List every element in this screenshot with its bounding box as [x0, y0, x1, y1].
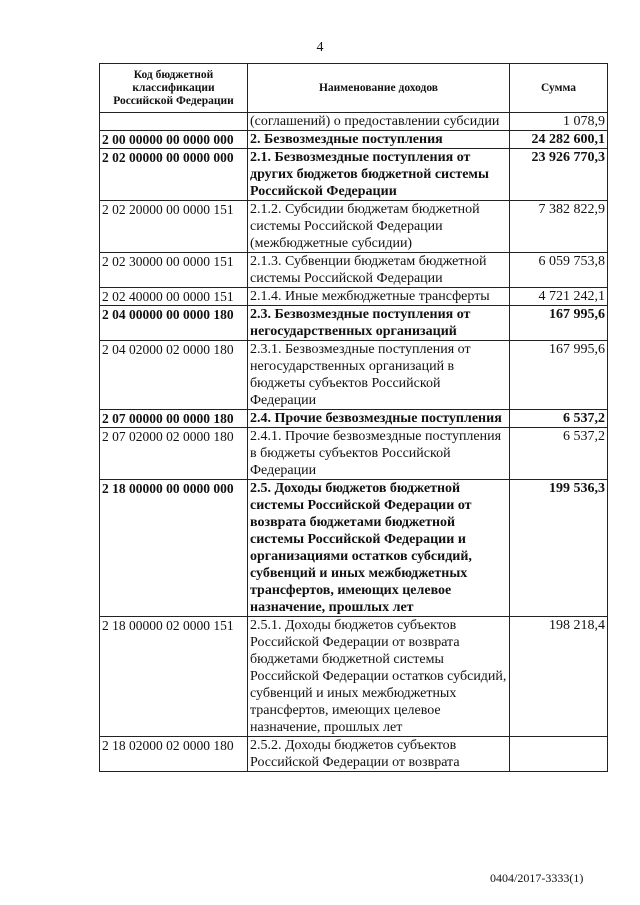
table-row — [100, 428, 608, 480]
row-name: 2.4.1. Прочие безвозмездные поступления в бюджеты субъектов Российской Федерации — [248, 428, 510, 480]
row-name: 2.5.2. Доходы бюджетов субъектов Российской Федерации от возврата — [248, 737, 510, 772]
table-row — [100, 737, 608, 772]
table-row — [100, 253, 608, 288]
row-code: 2 07 02000 02 0000 180 — [100, 428, 248, 480]
table-row — [100, 201, 608, 253]
row-name: 2.4. Прочие безвозмездные поступления — [248, 410, 510, 428]
row-name: 2.5.1. Доходы бюджетов субъектов Российской Федерации от возврата бюджетами бюджетной системы Российской Федерации остатков субсидий, субвенций и иных межбюджетных трансфертов, имеющих целевое назначение, прошлых лет — [248, 617, 510, 737]
row-sum: 167 995,6 — [510, 341, 608, 410]
table-row — [100, 131, 608, 149]
revenue-table — [99, 63, 608, 772]
header-sum: Сумма — [510, 64, 608, 113]
row-code: 2 02 30000 00 0000 151 — [100, 253, 248, 288]
row-name: 2.1.4. Иные межбюджетные трансферты — [248, 288, 510, 306]
row-sum: 199 536,3 — [510, 480, 608, 617]
row-name: (соглашений) о предоставлении субсидии — [248, 113, 510, 131]
row-sum: 7 382 822,9 — [510, 201, 608, 253]
row-code: 2 00 00000 00 0000 000 — [100, 131, 248, 149]
row-code: 2 07 00000 00 0000 180 — [100, 410, 248, 428]
table-row — [100, 617, 608, 737]
row-sum: 6 537,2 — [510, 428, 608, 480]
row-sum: 6 537,2 — [510, 410, 608, 428]
header-code: Код бюджетной классификации Российской Федерации — [100, 64, 248, 113]
row-sum: 6 059 753,8 — [510, 253, 608, 288]
document-reference: 0404/2017-3333(1) — [490, 871, 584, 885]
row-name: 2.5. Доходы бюджетов бюджетной системы Российской Федерации от возврата бюджетами бюджетной системы Российской Федерации и организациями остатков субсидий, субвенций и иных межбюджетных трансфертов, имеющих целевое назначение, прошлых лет — [248, 480, 510, 617]
row-name: 2.1. Безвозмездные поступления от других бюджетов бюджетной системы Российской Федерации — [248, 149, 510, 201]
row-code — [100, 113, 248, 131]
row-sum: 167 995,6 — [510, 306, 608, 341]
table-header-row — [100, 64, 608, 113]
row-name: 2.1.3. Субвенции бюджетам бюджетной системы Российской Федерации — [248, 253, 510, 288]
table-row — [100, 306, 608, 341]
table-row — [100, 410, 608, 428]
table-row — [100, 149, 608, 201]
table-row — [100, 341, 608, 410]
table-row — [100, 288, 608, 306]
row-code: 2 04 02000 02 0000 180 — [100, 341, 248, 410]
row-sum: 23 926 770,3 — [510, 149, 608, 201]
row-sum: 198 218,4 — [510, 617, 608, 737]
table-row — [100, 480, 608, 617]
row-code: 2 18 00000 02 0000 151 — [100, 617, 248, 737]
row-sum: 1 078,9 — [510, 113, 608, 131]
row-code: 2 18 02000 02 0000 180 — [100, 737, 248, 772]
row-sum — [510, 737, 608, 772]
row-name: 2.3. Безвозмездные поступления от негосударственных организаций — [248, 306, 510, 341]
row-code: 2 02 00000 00 0000 000 — [100, 149, 248, 201]
page-number: 4 — [316, 40, 324, 55]
row-code: 2 18 00000 00 0000 000 — [100, 480, 248, 617]
row-sum: 24 282 600,1 — [510, 131, 608, 149]
row-sum: 4 721 242,1 — [510, 288, 608, 306]
row-name: 2. Безвозмездные поступления — [248, 131, 510, 149]
row-name: 2.3.1. Безвозмездные поступления от негосударственных организаций в бюджеты субъектов Российской Федерации — [248, 341, 510, 410]
row-code: 2 04 00000 00 0000 180 — [100, 306, 248, 341]
row-name: 2.1.2. Субсидии бюджетам бюджетной системы Российской Федерации (межбюджетные субсидии) — [248, 201, 510, 253]
table-row — [100, 113, 608, 131]
row-code: 2 02 20000 00 0000 151 — [100, 201, 248, 253]
row-code: 2 02 40000 00 0000 151 — [100, 288, 248, 306]
header-name: Наименование доходов — [248, 64, 510, 113]
